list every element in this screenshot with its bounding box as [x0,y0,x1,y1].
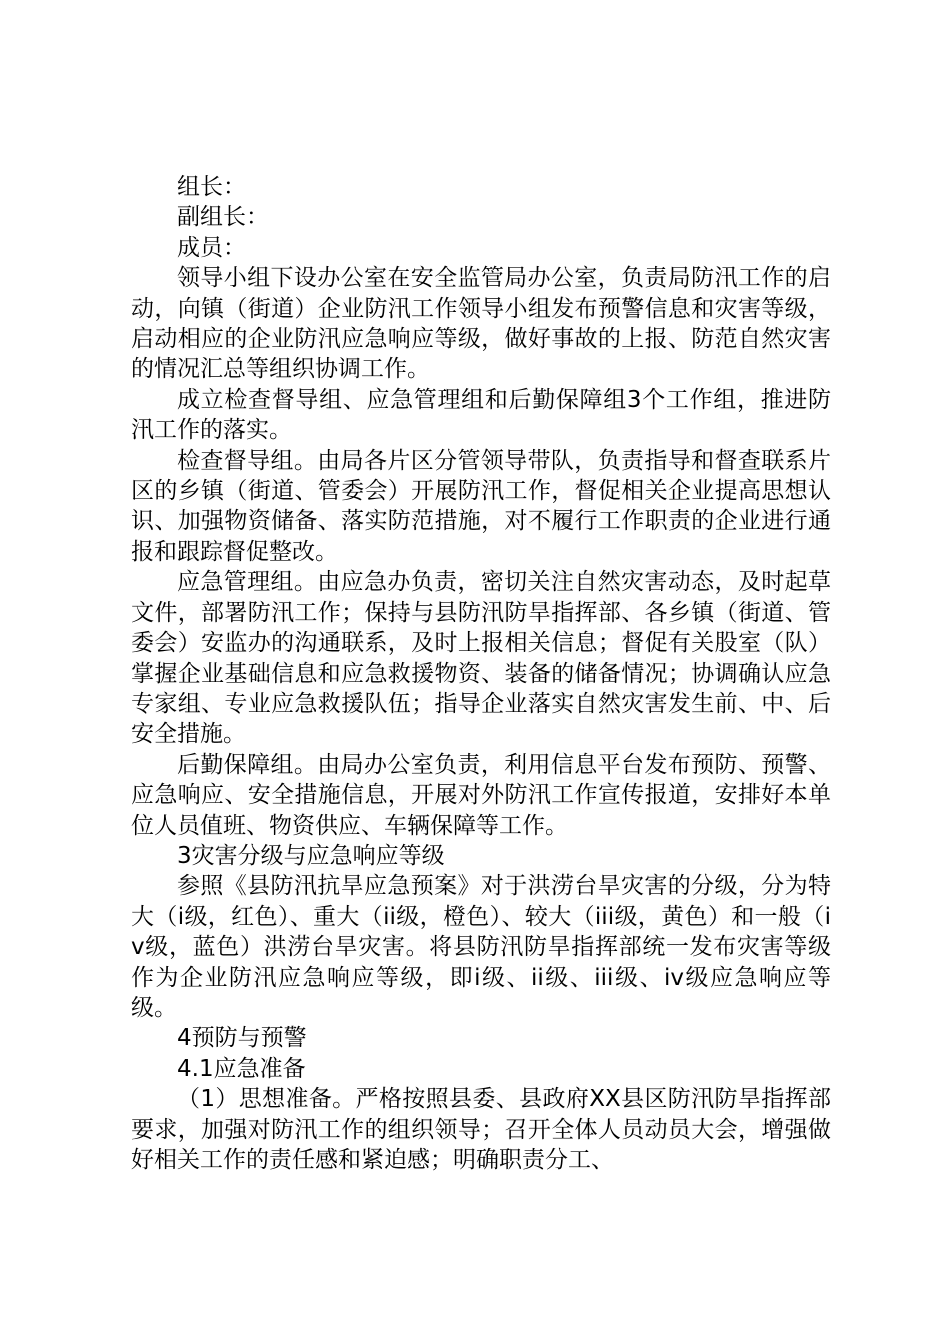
paragraph-group-leader: 组长： [177,174,246,200]
heading-emergency-preparation: 4.1应急准备 [177,1055,306,1082]
paragraph-emergency-management-group: 应急管理组。由应急办负责，密切关注自然灾害动态，及时起草文件，部署防汛工作；保持与县防汛防旱指挥部、各乡镇（街道、管委会）安监办的沟通联系，及时上报相关信息；督促有关股室（队）掌握企业基础信息和应急救援物资、装备的储备情况；协调确认应急专家组、专业应急救援队伍；指导企业落实自然灾害发生前、中、后安全措施。 [131,569,831,748]
paragraph-members: 成员： [177,234,246,261]
paragraph-logistics-group: 后勤保障组。由局办公室负责，利用信息平台发布预防、预警、应急响应、安全措施信息，开展对外防汛工作宣传报道，安排好本单位人员值班、物资供应、车辆保障等工作。 [131,751,831,839]
paragraph-inspection-group: 检查督导组。由局各片区分管领导带队，负责指导和督查联系片区的乡镇（街道、管委会）开展防汛工作，督促相关企业提高思想认识、加强物资储备、落实防范措施，对不履行工作职责的企业进行通报和跟踪督促整改。 [131,447,831,565]
paragraph-disaster-grading: 参照《县防汛抗旱应急预案》对于洪涝台旱灾害的分级，分为特大（i级，红色）、重大（ii级，橙色）、较大（iii级，黄色）和一般（iv级，蓝色）洪涝台旱灾害。将县防汛防旱指挥部统一发布灾害等级作为企业防汛应急响应等级，即i级、ii级、iii级、iv级应急响应等级。 [131,873,831,1021]
document-body [131,172,831,1175]
paragraph-working-groups: 成立检查督导组、应急管理组和后勤保障组3个工作组，推进防汛工作的落实。 [131,386,831,444]
heading-prevention-warning: 4预防与预警 [177,1025,307,1052]
heading-disaster-grading: 3灾害分级与应急响应等级 [177,842,445,869]
paragraph-office-setup: 领导小组下设办公室在安全监管局办公室，负责局防汛工作的启动，向镇（街道）企业防汛工作领导小组发布预警信息和灾害等级，启动相应的企业防汛应急响应等级，做好事故的上报、防范自然灾害的情况汇总等组织协调工作。 [131,265,831,383]
paragraph-ideological-preparation: （1）思想准备。严格按照县委、县政府XX县区防汛防旱指挥部要求，加强对防汛工作的组织领导；召开全体人员动员大会，增强做好相关工作的责任感和紧迫感；明确职责分工、 [131,1086,831,1173]
paragraph-deputy-group-leader: 副组长： [177,204,269,231]
